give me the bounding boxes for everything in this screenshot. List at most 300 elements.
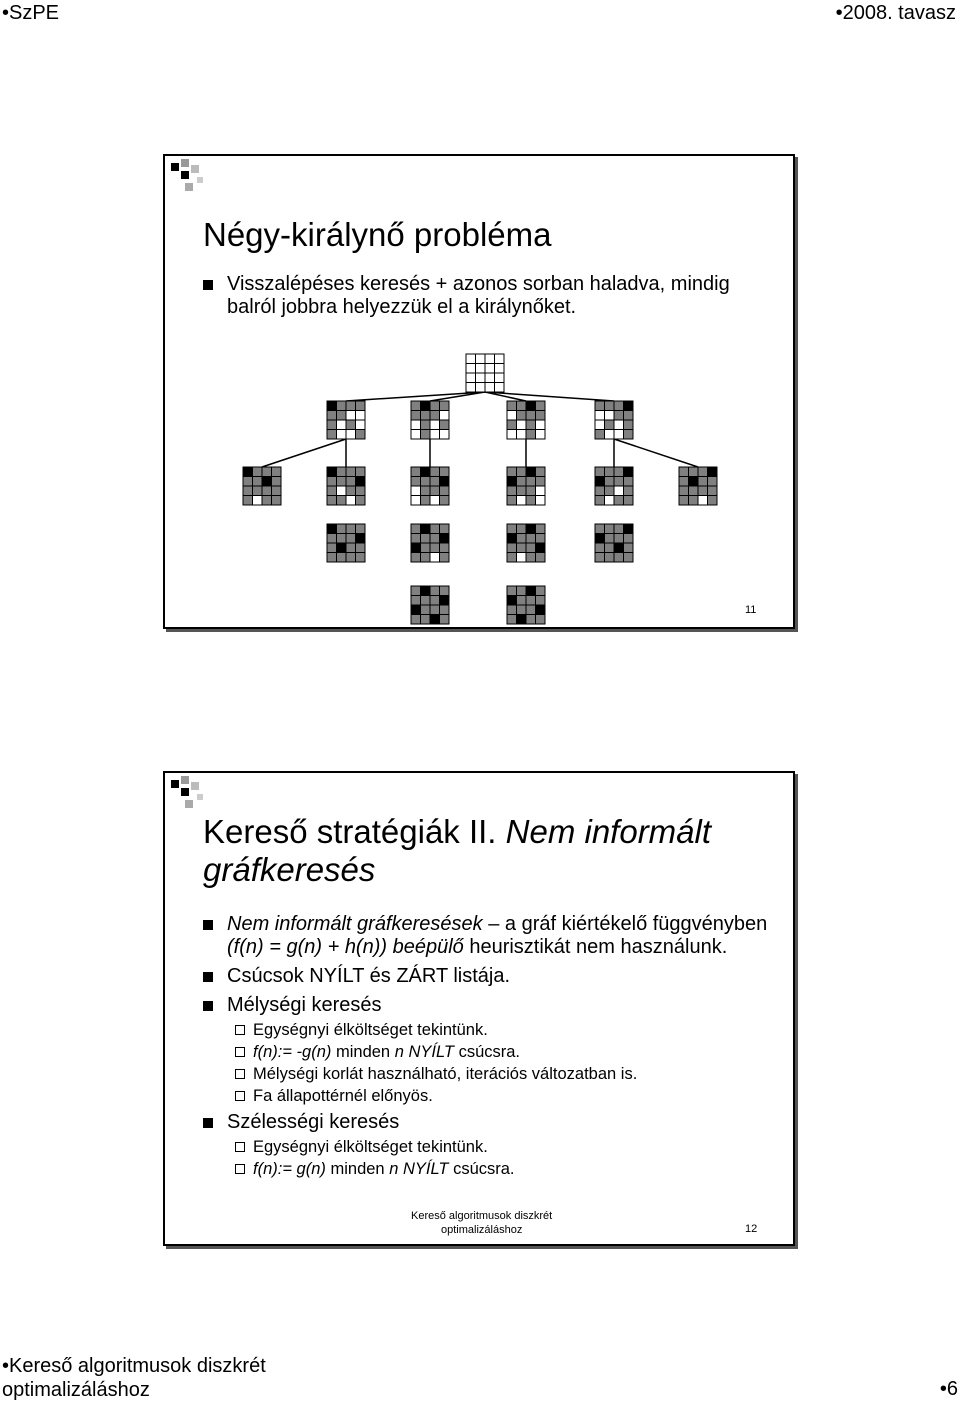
board-cell	[346, 477, 356, 487]
board-cell	[430, 430, 440, 440]
board-cell	[440, 543, 450, 553]
board-cell	[356, 524, 366, 534]
queen-cell	[624, 401, 634, 411]
board-cell	[440, 524, 450, 534]
board-cell	[605, 496, 615, 506]
board-cell	[346, 496, 356, 506]
board-cell	[517, 605, 527, 615]
queen-cell	[689, 477, 699, 487]
board-cell	[337, 496, 347, 506]
board-cell	[346, 553, 356, 563]
queen-cell	[440, 477, 450, 487]
board-cell	[272, 496, 282, 506]
queen-cell	[356, 534, 366, 544]
board-cell	[356, 401, 366, 411]
queens-board	[507, 467, 545, 505]
board-cell	[485, 364, 495, 374]
board-cell	[440, 401, 450, 411]
bullet-item: Szélességi keresés	[203, 1111, 773, 1134]
queens-board	[595, 401, 633, 439]
board-cell	[337, 477, 347, 487]
queen-cell	[595, 477, 605, 487]
text-italic: Nem informált gráfkeresések	[227, 913, 483, 935]
board-cell	[411, 586, 421, 596]
queen-cell	[507, 596, 517, 606]
queen-cell	[614, 543, 624, 553]
board-cell	[346, 467, 356, 477]
board-cell	[526, 420, 536, 430]
board-cell	[536, 486, 546, 496]
board-cell	[624, 543, 634, 553]
queens-board	[507, 524, 545, 562]
queens-board	[507, 401, 545, 439]
board-cell	[411, 401, 421, 411]
board-cell	[517, 524, 527, 534]
page-footer-line2: optimalizáláshoz	[2, 1379, 150, 1401]
slide-11	[163, 154, 795, 629]
board-cell	[507, 524, 517, 534]
board-cell	[495, 354, 505, 364]
sub-bullet-item: Egységnyi élköltséget tekintünk.	[203, 1136, 773, 1158]
queen-cell	[624, 467, 634, 477]
queens-board	[411, 586, 449, 624]
board-cell	[421, 543, 431, 553]
board-cell	[430, 411, 440, 421]
board-cell	[430, 534, 440, 544]
board-cell	[536, 524, 546, 534]
board-cell	[356, 467, 366, 477]
board-cell	[507, 615, 517, 625]
bullet-item	[203, 913, 773, 959]
queens-board	[327, 401, 365, 439]
tree-edge	[262, 439, 346, 467]
queen-cell	[337, 543, 347, 553]
board-cell	[605, 553, 615, 563]
board-cell	[624, 553, 634, 563]
board-cell	[517, 496, 527, 506]
bullet-item: Mélységi keresés	[203, 994, 773, 1017]
board-cell	[485, 354, 495, 364]
board-cell	[253, 486, 263, 496]
board-cell	[507, 411, 517, 421]
sub-bullet-item: Fa állapottérnél előnyös.	[203, 1085, 773, 1107]
board-cell	[614, 477, 624, 487]
board-cell	[337, 420, 347, 430]
board-cell	[517, 596, 527, 606]
board-cell	[507, 420, 517, 430]
board-cell	[495, 373, 505, 383]
board-cell	[272, 477, 282, 487]
board-cell	[430, 586, 440, 596]
board-cell	[614, 486, 624, 496]
sub-bullet-item	[203, 1158, 773, 1180]
board-cell	[440, 586, 450, 596]
board-cell	[595, 543, 605, 553]
board-cell	[517, 553, 527, 563]
board-cell	[614, 401, 624, 411]
formula: (f(n) = g(n) + h(n)) beépülő	[227, 936, 464, 958]
board-cell	[595, 411, 605, 421]
board-cell	[421, 596, 431, 606]
board-cell	[507, 467, 517, 477]
queens-board	[507, 586, 545, 624]
board-cell	[440, 553, 450, 563]
board-cell	[526, 486, 536, 496]
board-cell	[614, 411, 624, 421]
board-cell	[421, 553, 431, 563]
queens-board	[595, 467, 633, 505]
board-cell	[595, 430, 605, 440]
board-cell	[605, 411, 615, 421]
board-cell	[605, 420, 615, 430]
board-cell	[243, 486, 253, 496]
board-cell	[536, 411, 546, 421]
board-cell	[517, 401, 527, 411]
board-cell	[605, 524, 615, 534]
board-cell	[430, 553, 440, 563]
board-cell	[476, 383, 486, 393]
board-cell	[708, 496, 718, 506]
queen-cell	[526, 586, 536, 596]
board-cell	[411, 496, 421, 506]
sub-bullet-item: f(n):= -g(n) minden n NYÍLT csúcsra.	[203, 1041, 773, 1063]
board-cell	[624, 477, 634, 487]
board-cell	[411, 430, 421, 440]
board-cell	[517, 486, 527, 496]
board-cell	[430, 401, 440, 411]
board-cell	[698, 496, 708, 506]
board-cell	[614, 534, 624, 544]
board-cell	[517, 411, 527, 421]
board-cell	[430, 605, 440, 615]
board-cell	[517, 430, 527, 440]
title-normal-part: Kereső stratégiák II.	[203, 813, 506, 850]
queens-board	[595, 524, 633, 562]
board-cell	[327, 430, 337, 440]
board-cell	[337, 534, 347, 544]
page-number: •6	[939, 1378, 958, 1400]
handout-header-right: •2008. tavasz	[835, 2, 956, 24]
board-cell	[708, 486, 718, 496]
board-cell	[430, 496, 440, 506]
board-cell	[411, 486, 421, 496]
board-cell	[440, 430, 450, 440]
board-cell	[346, 411, 356, 421]
board-cell	[614, 553, 624, 563]
board-cell	[421, 430, 431, 440]
board-cell	[614, 524, 624, 534]
queen-cell	[536, 543, 546, 553]
board-cell	[507, 486, 517, 496]
board-cell	[536, 420, 546, 430]
board-cell	[243, 496, 253, 506]
board-cell	[327, 420, 337, 430]
handout-header-left: •SzPE	[2, 2, 60, 24]
board-cell	[356, 411, 366, 421]
sub-bullet-item: Mélységi korlát használható, iterációs változatban is.	[203, 1063, 773, 1085]
text: – a gráf kiértékelő függvényben	[482, 913, 768, 935]
board-cell	[526, 596, 536, 606]
queens-board	[243, 467, 281, 505]
formula: f(n):= g(n)	[253, 1160, 326, 1178]
board-cell	[327, 534, 337, 544]
board-cell	[466, 364, 476, 374]
slide-footer-line2: optimalizáláshoz	[441, 1224, 523, 1236]
page-footer-line1: •Kereső algoritmusok diszkrét	[2, 1355, 266, 1377]
text: heurisztikát nem használunk.	[463, 936, 728, 958]
board-cell	[327, 496, 337, 506]
board-cell	[517, 586, 527, 596]
queen-cell	[243, 467, 253, 477]
board-cell	[624, 430, 634, 440]
board-cell	[430, 486, 440, 496]
board-cell	[421, 605, 431, 615]
board-cell	[327, 411, 337, 421]
queens-board	[411, 524, 449, 562]
board-cell	[421, 534, 431, 544]
board-cell	[507, 553, 517, 563]
queen-cell	[708, 467, 718, 477]
board-cell	[517, 420, 527, 430]
board-cell	[337, 524, 347, 534]
four-queens-search-tree	[165, 156, 793, 627]
board-cell	[346, 486, 356, 496]
board-cell	[411, 477, 421, 487]
board-cell	[272, 486, 282, 496]
queens-board	[679, 467, 717, 505]
board-cell	[614, 467, 624, 477]
board-cell	[605, 477, 615, 487]
board-cell	[624, 411, 634, 421]
board-cell	[507, 496, 517, 506]
board-cell	[243, 477, 253, 487]
board-cell	[679, 477, 689, 487]
bullet-item: Csúcsok NYÍLT és ZÁRT listája.	[203, 965, 773, 988]
board-cell	[526, 534, 536, 544]
board-cell	[526, 543, 536, 553]
queen-cell	[517, 615, 527, 625]
board-cell	[689, 467, 699, 477]
board-cell	[485, 373, 495, 383]
board-cell	[411, 411, 421, 421]
board-cell	[421, 420, 431, 430]
board-cell	[356, 486, 366, 496]
board-cell	[421, 496, 431, 506]
board-cell	[624, 420, 634, 430]
queen-cell	[421, 586, 431, 596]
board-cell	[272, 467, 282, 477]
board-cell	[507, 605, 517, 615]
text: minden	[325, 1160, 390, 1178]
board-cell	[526, 605, 536, 615]
board-cell	[698, 486, 708, 496]
board-cell	[337, 467, 347, 477]
queen-cell	[262, 477, 272, 487]
board-cell	[337, 486, 347, 496]
board-cell	[595, 496, 605, 506]
board-cell	[698, 467, 708, 477]
board-cell	[536, 496, 546, 506]
slide-12	[163, 771, 795, 1246]
queens-board	[411, 401, 449, 439]
board-cell	[356, 420, 366, 430]
board-cell	[476, 373, 486, 383]
board-cell	[421, 615, 431, 625]
board-cell	[430, 477, 440, 487]
board-cell	[337, 430, 347, 440]
board-cell	[430, 467, 440, 477]
board-cell	[605, 534, 615, 544]
title-italic-part: Nem informált gráfkeresés	[203, 813, 712, 888]
queen-cell	[327, 467, 337, 477]
board-cell	[536, 401, 546, 411]
board-cell	[526, 615, 536, 625]
board-cell	[595, 553, 605, 563]
slide-title	[203, 813, 763, 889]
board-cell	[485, 383, 495, 393]
slide-page-number: 11	[745, 604, 757, 616]
board-cell	[327, 486, 337, 496]
queen-cell	[440, 534, 450, 544]
page-footer-title	[2, 1354, 266, 1402]
board-cell	[421, 411, 431, 421]
board-cell	[605, 430, 615, 440]
board-cell	[605, 486, 615, 496]
text-italic: n NYÍLT	[389, 1160, 449, 1178]
bullet-list	[203, 913, 773, 1180]
board-cell	[440, 615, 450, 625]
queen-cell	[421, 524, 431, 534]
board-cell	[536, 586, 546, 596]
board-cell	[614, 496, 624, 506]
queen-cell	[356, 477, 366, 487]
queen-cell	[507, 477, 517, 487]
board-cell	[411, 534, 421, 544]
board-cell	[466, 354, 476, 364]
board-cell	[526, 553, 536, 563]
queen-cell	[421, 401, 431, 411]
queen-cell	[526, 524, 536, 534]
board-cell	[517, 477, 527, 487]
queen-cell	[430, 615, 440, 625]
queen-cell	[595, 534, 605, 544]
board-cell	[253, 467, 263, 477]
board-cell	[476, 354, 486, 364]
board-cell	[421, 486, 431, 496]
board-cell	[605, 401, 615, 411]
bullet-item: Visszalépéses keresés + azonos sorban haladva, mindig balról jobbra helyezzük el a királynőket.	[203, 273, 773, 319]
board-cell	[430, 596, 440, 606]
tree-edge	[346, 392, 485, 401]
board-cell	[430, 524, 440, 534]
board-cell	[624, 534, 634, 544]
queen-cell	[440, 596, 450, 606]
board-cell	[262, 467, 272, 477]
board-cell	[605, 467, 615, 477]
board-cell	[356, 496, 366, 506]
board-cell	[507, 401, 517, 411]
board-cell	[356, 553, 366, 563]
board-cell	[411, 553, 421, 563]
board-cell	[679, 496, 689, 506]
board-cell	[337, 553, 347, 563]
board-cell	[698, 477, 708, 487]
board-cell	[595, 420, 605, 430]
board-cell	[346, 420, 356, 430]
queens-board	[327, 524, 365, 562]
board-cell	[536, 615, 546, 625]
queen-cell	[507, 534, 517, 544]
board-cell	[440, 486, 450, 496]
queen-cell	[327, 401, 337, 411]
queen-cell	[526, 467, 536, 477]
board-cell	[595, 401, 605, 411]
board-cell	[536, 534, 546, 544]
queen-cell	[411, 605, 421, 615]
text: csúcsra.	[448, 1160, 515, 1178]
board-cell	[327, 543, 337, 553]
board-cell	[526, 477, 536, 487]
board-cell	[356, 543, 366, 553]
board-cell	[536, 553, 546, 563]
board-cell	[495, 383, 505, 393]
board-cell	[337, 401, 347, 411]
board-cell	[411, 420, 421, 430]
board-cell	[536, 430, 546, 440]
board-cell	[421, 477, 431, 487]
tree-edge	[614, 439, 698, 467]
queen-cell	[421, 467, 431, 477]
queens-board	[327, 467, 365, 505]
board-cell	[536, 467, 546, 477]
board-cell	[507, 543, 517, 553]
board-cell	[605, 543, 615, 553]
board-cell	[440, 496, 450, 506]
board-cell	[466, 383, 476, 393]
queens-board	[466, 354, 504, 392]
board-cell	[411, 467, 421, 477]
board-cell	[624, 486, 634, 496]
board-cell	[495, 364, 505, 374]
board-cell	[526, 496, 536, 506]
board-cell	[440, 467, 450, 477]
board-cell	[507, 586, 517, 596]
board-cell	[679, 486, 689, 496]
board-cell	[507, 430, 517, 440]
board-cell	[689, 486, 699, 496]
board-cell	[346, 543, 356, 553]
board-cell	[595, 467, 605, 477]
board-cell	[337, 411, 347, 421]
board-cell	[440, 411, 450, 421]
board-cell	[411, 615, 421, 625]
board-cell	[624, 496, 634, 506]
slide-footer	[411, 1209, 552, 1237]
board-cell	[536, 477, 546, 487]
board-cell	[253, 496, 263, 506]
slide-title: Négy-királynő probléma	[203, 216, 552, 253]
sub-bullet-item: Egységnyi élköltséget tekintünk.	[203, 1019, 773, 1041]
queen-cell	[624, 524, 634, 534]
board-cell	[536, 596, 546, 606]
queen-cell	[526, 401, 536, 411]
board-cell	[327, 553, 337, 563]
board-cell	[614, 420, 624, 430]
board-cell	[253, 477, 263, 487]
board-cell	[346, 430, 356, 440]
queen-cell	[327, 524, 337, 534]
board-cell	[327, 477, 337, 487]
